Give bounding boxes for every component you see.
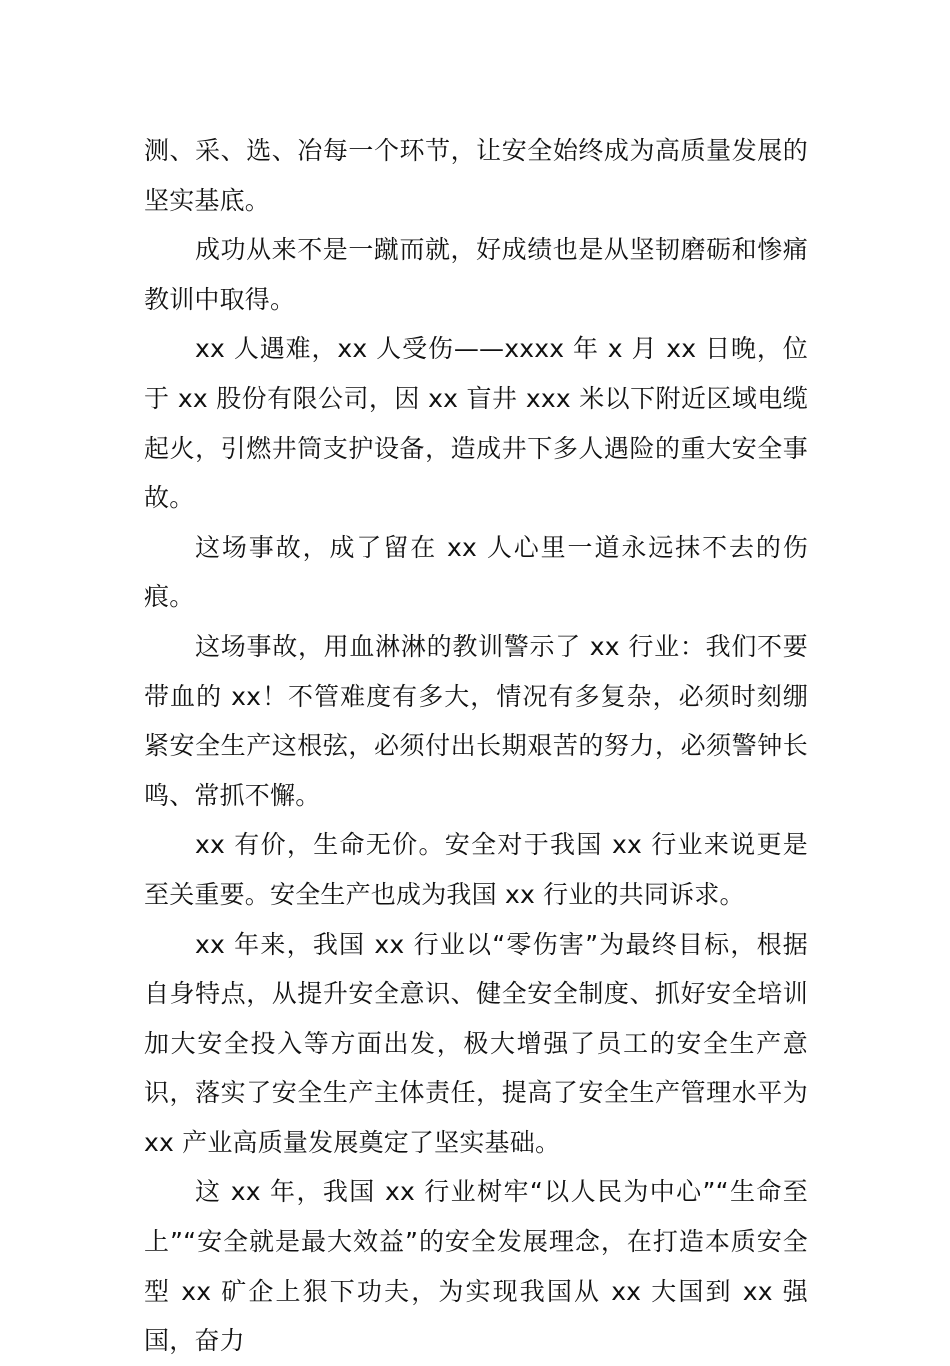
paragraph-continuation: 测、采、选、冶每一个环节，让安全始终成为高质量发展的坚实基底。: [144, 136, 808, 215]
paragraph-warning: 这场事故，用血淋淋的教训警示了 xx 行业：我们不要带血的 xx！不管难度有多大，情况有多复杂，必须时刻绷紧安全生产这根弦，必须付出长期艰苦的努力，必须警钟长鸣、常抓不懈。: [144, 631, 808, 810]
paragraph-life-priceless: xx 有价，生命无价。安全对于我国 xx 行业来说更是至关重要。安全生产也成为我国 xx 行业的共同诉求。: [144, 830, 808, 909]
paragraph-accident: xx 人遇难，xx 人受伤——xxxx 年 x 月 xx 日晚，位于 xx 股份有限公司，因 xx 盲井 xxx 米以下附近区域电缆起火，引燃井筒支护设备，造成井下多人遇险的重大安全事故。: [144, 334, 808, 513]
document-body: [144, 126, 808, 1366]
paragraph-development-concept: 这 xx 年，我国 xx 行业树牢“以人民为中心”“生命至上”“安全就是最大效益”的安全发展理念，在打造本质安全型 xx 矿企上狠下功夫，为实现我国从 xx 大国到 xx 强国，奋力: [144, 1177, 808, 1356]
paragraph-zero-harm: xx 年来，我国 xx 行业以“零伤害”为最终目标，根据自身特点，从提升安全意识、健全安全制度、抓好安全培训加大安全投入等方面出发，极大增强了员工的安全生产意识，落实了安全生产主体责任，提高了安全生产管理水平为 xx 产业高质量发展奠定了坚实基础。: [144, 929, 808, 1157]
paragraph-scar: 这场事故，成了留在 xx 人心里一道永远抹不去的伤痕。: [144, 532, 808, 612]
paragraph-success: 成功从来不是一蹴而就，好成绩也是从坚韧磨砺和惨痛教训中取得。: [144, 235, 808, 314]
